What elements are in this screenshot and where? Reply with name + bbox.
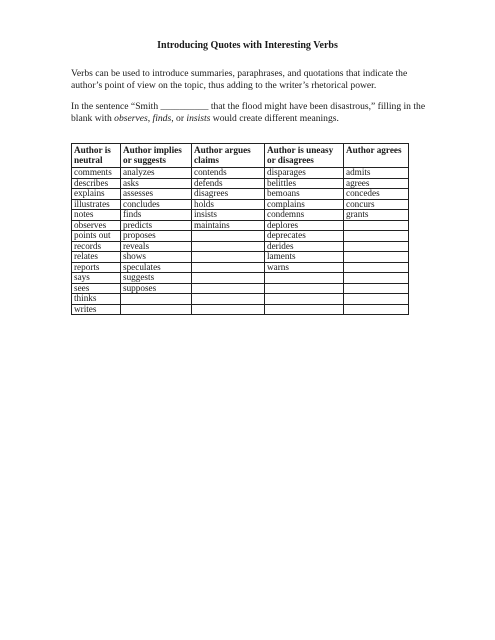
table-cell [344, 262, 409, 273]
table-cell [344, 231, 409, 242]
table-cell [265, 283, 344, 294]
table-cell: concurs [344, 199, 409, 210]
table-header-row [72, 144, 409, 168]
table-cell: belittles [265, 178, 344, 189]
example-separator: , or [171, 113, 187, 124]
table-cell: reports [72, 262, 121, 273]
table-cell: sees [72, 283, 121, 294]
example-verb-observes: observes [114, 113, 148, 124]
table-cell: shows [121, 252, 192, 263]
table-cell: comments [72, 168, 121, 179]
table-cell: describes [72, 178, 121, 189]
table-cell [192, 231, 265, 242]
example-paragraph [71, 101, 431, 125]
header-neutral: Author is neutral [72, 144, 121, 168]
table-cell: illustrates [72, 199, 121, 210]
table-row [72, 262, 409, 273]
example-text-before: In the sentence “Smith __________ that the flood might have been disastrous,” filling in the blank with [71, 101, 426, 124]
table-cell: asks [121, 178, 192, 189]
table-cell: suggests [121, 273, 192, 284]
table-row [72, 189, 409, 200]
table-cell: grants [344, 210, 409, 221]
verbs-table [71, 143, 409, 315]
table-cell: deprecates [265, 231, 344, 242]
table-cell: complains [265, 199, 344, 210]
table-cell: warns [265, 262, 344, 273]
table-cell: says [72, 273, 121, 284]
header-agrees: Author agrees [344, 144, 409, 168]
table-cell: points out [72, 231, 121, 242]
table-cell: reveals [121, 241, 192, 252]
table-cell [344, 304, 409, 315]
table-row [72, 220, 409, 231]
table-cell: deplores [265, 220, 344, 231]
table-cell: derides [265, 241, 344, 252]
table-cell: writes [72, 304, 121, 315]
table-cell: bemoans [265, 189, 344, 200]
table-cell: disagrees [192, 189, 265, 200]
table-cell: maintains [192, 220, 265, 231]
table-cell: speculates [121, 262, 192, 273]
table-cell: finds [121, 210, 192, 221]
table-cell: admits [344, 168, 409, 179]
table-cell [344, 252, 409, 263]
table-cell [192, 283, 265, 294]
table-cell [121, 294, 192, 305]
table-cell [344, 283, 409, 294]
table-cell: contends [192, 168, 265, 179]
table-cell: thinks [72, 294, 121, 305]
page-title: Introducing Quotes with Interesting Verbs [157, 40, 338, 51]
table-cell: predicts [121, 220, 192, 231]
table-cell [265, 294, 344, 305]
header-argues: Author argues claims [192, 144, 265, 168]
table-cell [192, 294, 265, 305]
table-body [72, 168, 409, 315]
table-cell [192, 241, 265, 252]
table-cell [344, 273, 409, 284]
intro-paragraph: Verbs can be used to introduce summaries, paraphrases, and quotations that indicate the author’s point of view on the topic, thus adding to the writer’s rhetorical power. [71, 68, 408, 91]
table-cell: supposes [121, 283, 192, 294]
table-row [72, 168, 409, 179]
table-cell: defends [192, 178, 265, 189]
table-row [72, 178, 409, 189]
table-cell [265, 304, 344, 315]
table-cell [192, 252, 265, 263]
table-cell: concludes [121, 199, 192, 210]
table-cell: assesses [121, 189, 192, 200]
table-cell [344, 220, 409, 231]
header-uneasy: Author is uneasy or disagrees [265, 144, 344, 168]
example-separator: , [147, 113, 153, 124]
table-cell [344, 294, 409, 305]
table-cell: relates [72, 252, 121, 263]
table-cell [192, 262, 265, 273]
table-cell [192, 304, 265, 315]
table-cell: notes [72, 210, 121, 221]
table-cell: proposes [121, 231, 192, 242]
table-cell: observes [72, 220, 121, 231]
table-row [72, 241, 409, 252]
table-cell: laments [265, 252, 344, 263]
table-row [72, 294, 409, 305]
table-cell: holds [192, 199, 265, 210]
table-cell: records [72, 241, 121, 252]
table-row [72, 199, 409, 210]
table-row [72, 210, 409, 221]
table-cell [265, 273, 344, 284]
table-cell [344, 241, 409, 252]
table-cell: explains [72, 189, 121, 200]
table-cell: disparages [265, 168, 344, 179]
header-implies: Author implies or suggests [121, 144, 192, 168]
table-cell: concedes [344, 189, 409, 200]
table-cell: insists [192, 210, 265, 221]
table-cell [121, 304, 192, 315]
example-verb-insists: insists [186, 113, 211, 124]
table-cell: analyzes [121, 168, 192, 179]
table-row [72, 273, 409, 284]
table-cell [192, 273, 265, 284]
table-row [72, 252, 409, 263]
table-row [72, 304, 409, 315]
table-row [72, 231, 409, 242]
table-cell: agrees [344, 178, 409, 189]
table-row [72, 283, 409, 294]
example-text-after: would create different meanings. [210, 113, 339, 124]
example-verb-finds: finds [152, 113, 172, 124]
table-cell: condemns [265, 210, 344, 221]
